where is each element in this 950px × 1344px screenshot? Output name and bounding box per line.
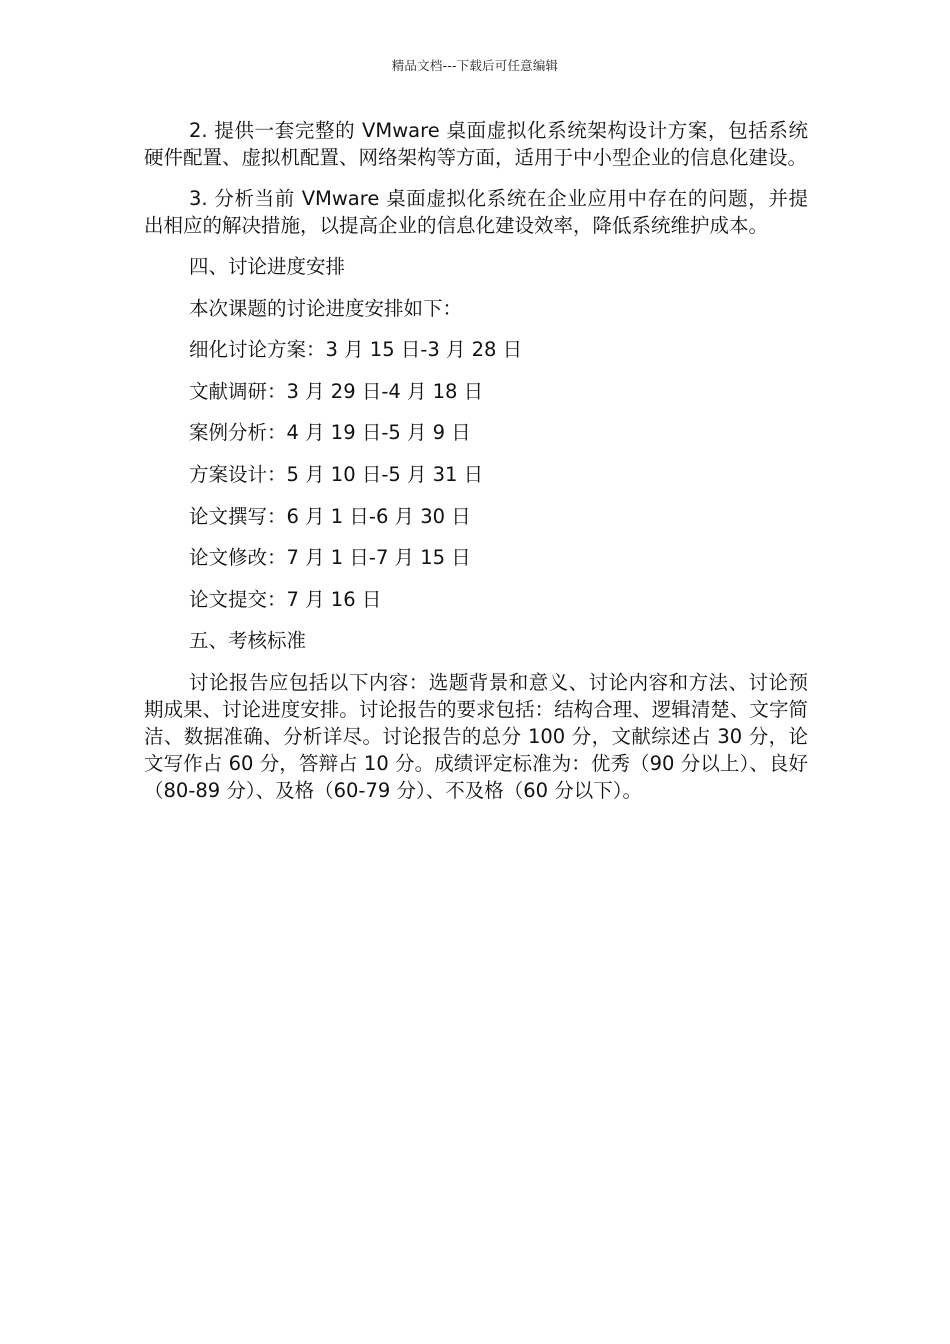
objective-3-paragraph: 3. 分析当前 VMware 桌面虚拟化系统在企业应用中存在的问题，并提出相应的解决措施，以提高企业的信息化建设效率，降低系统维护成本。 bbox=[144, 187, 808, 237]
section-5-heading: 五、考核标准 bbox=[189, 629, 307, 653]
schedule-intro: 本次课题的讨论进度安排如下： bbox=[189, 296, 463, 320]
schedule-item-literature-review: 文献调研：3 月 29 日-4 月 18 日 bbox=[189, 379, 484, 403]
schedule-item-thesis-writing: 论文撰写：6 月 1 日-6 月 30 日 bbox=[189, 504, 471, 528]
page-header: 精品文档---下载后可任意编辑 bbox=[391, 58, 559, 73]
schedule-item-case-analysis: 案例分析：4 月 19 日-5 月 9 日 bbox=[189, 421, 471, 445]
schedule-item-plan-design: 方案设计：5 月 10 日-5 月 31 日 bbox=[189, 462, 484, 486]
assessment-paragraph: 讨论报告应包括以下内容：选题背景和意义、讨论内容和方法、讨论预期成果、讨论进度安排。讨论报告的要求包括：结构合理、逻辑清楚、文字简洁、数据准确、分析详尽。讨论报告的总分 100 分，文献综述占 30 分，论文写作占 60 分，答辩占 10 分。成绩评定标准为：优秀（90 分以上）、良好（80-89 分）、及格（60-79 分）、不及格（60 分以下）。 bbox=[144, 670, 808, 802]
schedule-item-refine-plan: 细化讨论方案：3 月 15 日-3 月 28 日 bbox=[189, 338, 523, 362]
schedule-item-thesis-revision: 论文修改：7 月 1 日-7 月 15 日 bbox=[189, 546, 471, 570]
section-4-heading: 四、讨论进度安排 bbox=[189, 255, 346, 278]
schedule-item-thesis-submission: 论文提交：7 月 16 日 bbox=[189, 587, 382, 611]
document-body bbox=[144, 117, 808, 818]
objective-2-paragraph: 2. 提供一套完整的 VMware 桌面虚拟化系统架构设计方案，包括系统硬件配置、虚拟机配置、网络架构等方面，适用于中小型企业的信息化建设。 bbox=[144, 119, 808, 169]
